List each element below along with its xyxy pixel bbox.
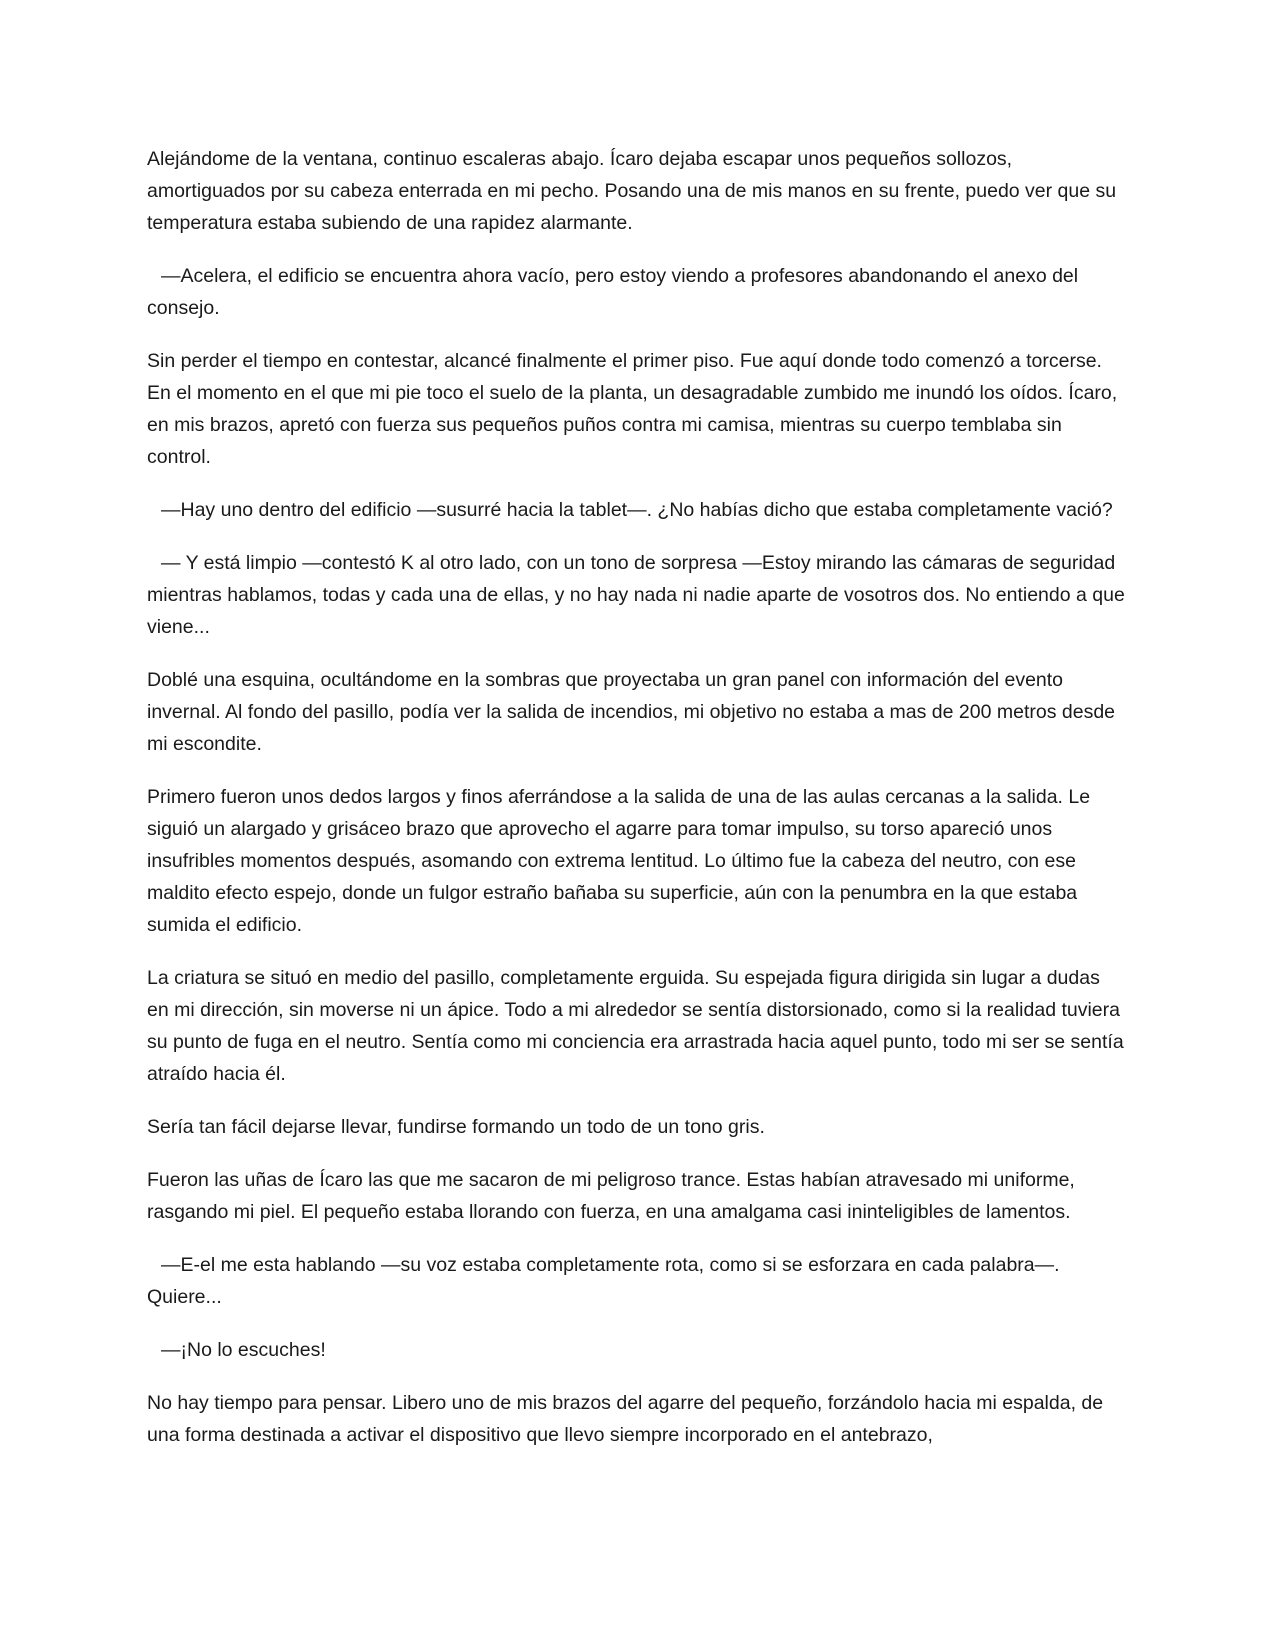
paragraph: Primero fueron unos dedos largos y finos aferrándose a la salida de una de las aulas cercanas a la salida. Le siguió un alargado y grisáceo brazo que aprovecho el agarre para tomar impulso, su torso apareció unos insufribles momentos después, asomando con extrema lentitud. Lo último fue la cabeza del neutro, con ese maldito efecto espejo, donde un fulgor estraño bañaba su superficie, aún con la penumbra en la que estaba sumida el edificio. [147,786,1091,936]
dialogue-paragraph: —Hay uno dentro del edificio —susurré hacia la tablet—. ¿No habías dicho que estaba completamente vació? [161,499,1113,521]
paragraph: Doblé una esquina, ocultándome en la sombras que proyectaba un gran panel con información del evento invernal. Al fondo del pasillo, podía ver la salida de incendios, mi objetivo no estaba a mas de 200 metros desde mi escondite. [147,669,1116,755]
paragraph: Sería tan fácil dejarse llevar, fundirse formando un todo de un tono gris. [147,1116,765,1138]
paragraph: La criatura se situó en medio del pasillo, completamente erguida. Su espejada figura dirigida sin lugar a dudas en mi dirección, sin moverse ni un ápice. Todo a mi alrededor se sentía distorsionado, como si la realidad tuviera su punto de fuga en el neutro. Sentía como mi conciencia era arrastrada hacia aquel punto, todo mi ser se sentía atraído hacia él. [147,967,1124,1085]
paragraph: Sin perder el tiempo en contestar, alcancé finalmente el primer piso. Fue aquí donde todo comenzó a torcerse. En el momento en el que mi pie toco el suelo de la planta, un desagradable zumbido me inundó los oídos. Ícaro, en mis brazos, apretó con fuerza sus pequeños puños contra mi camisa, mientras su cuerpo temblaba sin control. [147,350,1118,468]
dialogue-paragraph: —¡No lo escuches! [161,1339,326,1361]
paragraph: No hay tiempo para pensar. Libero uno de mis brazos del agarre del pequeño, forzándolo hacia mi espalda, de una forma destinada a activar el dispositivo que llevo siempre incorporado en el antebrazo, [147,1392,1104,1446]
dialogue-paragraph: — Y está limpio —contestó K al otro lado, con un tono de sorpresa —Estoy mirando las cámaras de seguridad mientras hablamos, todas y cada una de ellas, y no hay nada ni nadie aparte de vosotros dos. No entiendo a que viene... [147,552,1125,638]
paragraph: Fueron las uñas de Ícaro las que me sacaron de mi peligroso trance. Estas habían atravesado mi uniforme, rasgando mi piel. El pequeño estaba llorando con fuerza, en una amalgama casi ininteligibles de lamentos. [147,1169,1075,1223]
dialogue-paragraph: —E-el me esta hablando —su voz estaba completamente rota, como si se esforzara en cada palabra—. Quiere... [147,1254,1060,1308]
dialogue-paragraph: —Acelera, el edificio se encuentra ahora vacío, pero estoy viendo a profesores abandonando el anexo del consejo. [147,265,1079,319]
paragraph: Alejándome de la ventana, continuo escaleras abajo. Ícaro dejaba escapar unos pequeños sollozos, amortiguados por su cabeza enterrada en mi pecho. Posando una de mis manos en su frente, puedo ver que su temperatura estaba subiendo de una rapidez alarmante. [147,148,1117,234]
document-body [147,143,1125,1472]
